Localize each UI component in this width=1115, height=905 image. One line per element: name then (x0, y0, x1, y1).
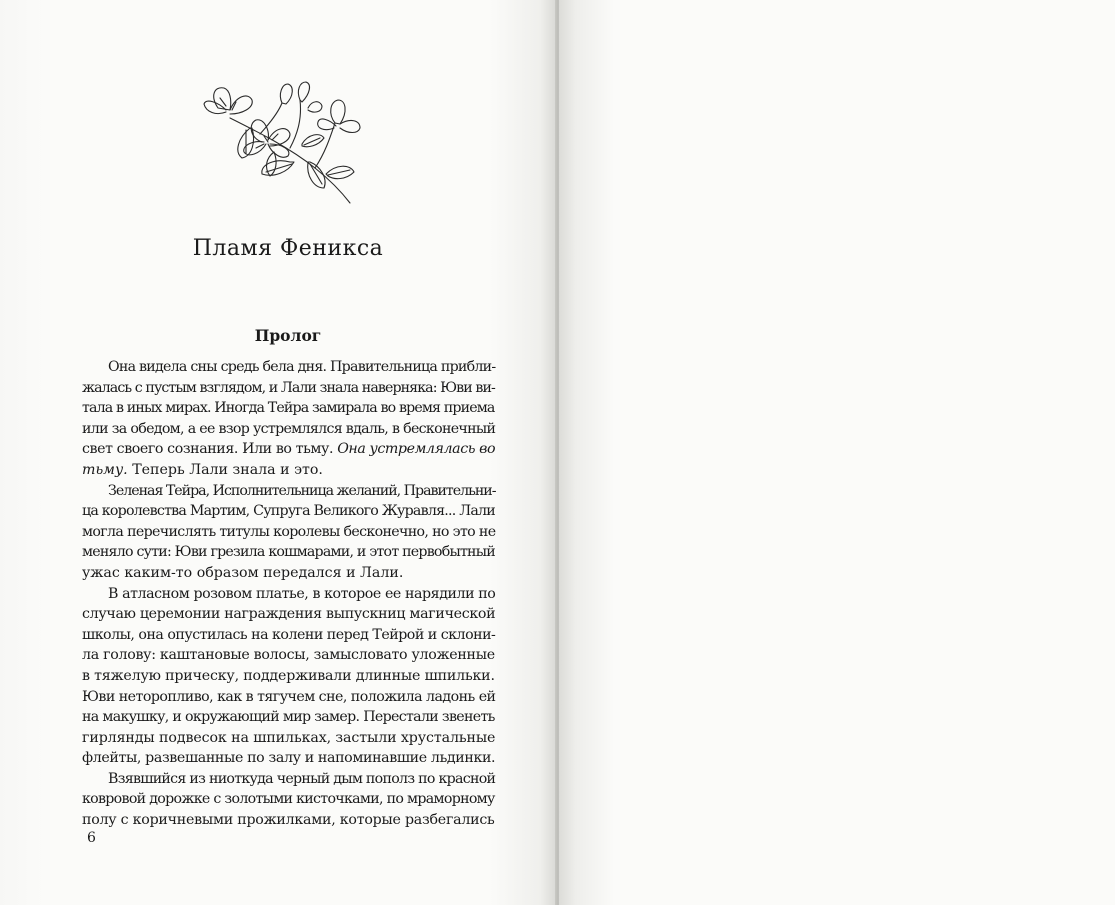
text-run: на макушку, и окружающий мир замер. Перестали звенеть (82, 709, 495, 726)
text-run: ца королевства Мартим, Супруга Великого Журавля... Лали (82, 503, 495, 520)
text-run: Теперь Лали знала и это. (127, 461, 323, 478)
text-run: или за обедом, а ее взор устремлялся вдаль, в бесконечный (82, 420, 496, 437)
italic-text-run: Она устремлялась во (337, 441, 496, 458)
text-run: тала в иных мирах. Иногда Тейра замирала во время приема (82, 400, 495, 417)
text-line (82, 707, 495, 728)
text-line (82, 645, 495, 666)
text-line (82, 398, 495, 419)
text-line (82, 666, 495, 687)
left-page-body-text (82, 357, 495, 831)
text-line (82, 687, 495, 708)
text-run: могла перечислять титулы королевы бесконечно, но это не (82, 523, 496, 540)
text-line (82, 542, 495, 563)
text-line (82, 419, 495, 440)
text-line (82, 604, 495, 625)
text-run: ужас каким-то образом передался и Лали. (82, 564, 404, 581)
text-line (82, 522, 495, 543)
text-run: полу с коричневыми прожилками, которые разбегались (82, 812, 495, 829)
text-run: Зеленая Тейра, Исполнительница желаний, Правительни- (108, 482, 496, 499)
text-run: ковровой дорожке с золотыми кисточками, по мраморному (82, 791, 495, 808)
magnolia-branch-illustration (190, 78, 370, 208)
section-title: Пролог (254, 326, 322, 345)
text-run: свет своего сознания. Или во тьму. (82, 441, 338, 458)
text-line (82, 748, 495, 769)
text-run: гирлянды подвесок на шпильках, застыли хрустальные (82, 729, 496, 746)
text-run: случаю церемонии награждения выпускниц магической (82, 606, 496, 623)
text-run: флейты, развешанные по залу и напоминавшие льдинки. (82, 750, 496, 767)
text-line (82, 439, 495, 460)
text-line (82, 728, 495, 749)
text-line (82, 810, 495, 831)
text-line (82, 625, 495, 646)
text-line (82, 460, 495, 481)
text-run: меняло сути: Юви грезила кошмарами, и этот первобытный (82, 544, 495, 561)
text-line (82, 769, 495, 790)
text-line (82, 789, 495, 810)
text-line (82, 357, 495, 378)
text-run: Взявшийся из ниоткуда черный дым пополз по красной (108, 770, 496, 787)
left-page (0, 0, 557, 905)
text-run: жалась с пустым взглядом, и Лали знала наверняка: Юви ви- (82, 379, 495, 396)
text-line (82, 481, 495, 502)
text-run: Юви неторопливо, как в тягучем сне, положила ладонь ей (82, 688, 496, 705)
text-run: Она видела сны средь бела дня. Правительница прибли- (108, 359, 496, 375)
text-run: школы, она опустилась на колени перед Тейрой и склони- (82, 626, 496, 643)
text-run: в тяжелую прическу, поддерживали длинные шпильки. (82, 667, 495, 684)
text-line (82, 378, 495, 399)
right-page (559, 0, 1115, 905)
chapter-title: Пламя Феникса (192, 236, 384, 261)
italic-text-run: тьму. (82, 461, 128, 478)
text-line (82, 563, 495, 584)
text-line (82, 501, 495, 522)
text-run: В атласном розовом платье, в которое ее нарядили по (108, 585, 496, 602)
text-run: ла голову: каштановые волосы, замысловато уложенные (82, 647, 495, 664)
text-line (82, 584, 495, 605)
page-number-left: 6 (87, 830, 96, 846)
